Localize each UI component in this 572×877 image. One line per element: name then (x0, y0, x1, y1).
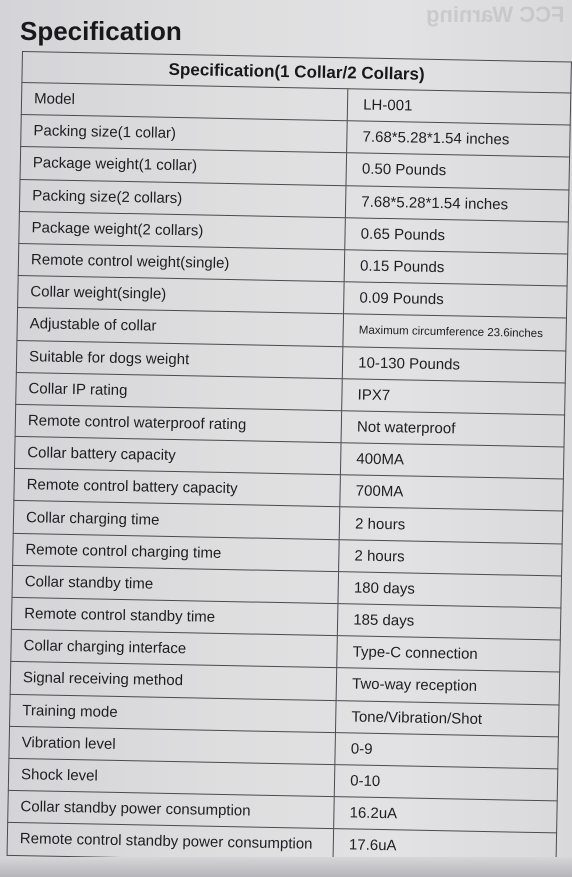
spec-label: Remote control charging time (13, 533, 340, 571)
spec-value: Not waterproof (341, 411, 564, 447)
spec-value: 0.50 Pounds (346, 153, 569, 189)
spec-label: Training mode (10, 694, 337, 732)
page-bottom-shadow (0, 857, 572, 877)
spec-table-container (7, 51, 572, 866)
spec-label: Model (21, 83, 348, 121)
spec-value: 0-10 (334, 765, 557, 801)
spec-label: Collar standby power consumption (8, 790, 335, 828)
spec-label: Collar standby time (12, 565, 339, 603)
spec-label: Packing size(1 collar) (21, 115, 348, 153)
spec-label: Collar battery capacity (14, 437, 341, 475)
spec-value: 16.2uA (334, 797, 557, 833)
spec-value: IPX7 (342, 378, 565, 414)
spec-label: Remote control standby time (11, 597, 338, 635)
spec-value: 7.68*5.28*1.54 inches (346, 185, 569, 221)
spec-value: 185 days (337, 604, 560, 640)
spec-label: Remote control battery capacity (14, 469, 341, 507)
spec-value: Tone/Vibration/Shot (336, 700, 559, 736)
spec-value: 7.68*5.28*1.54 inches (347, 121, 570, 157)
spec-value: 2 hours (339, 539, 562, 575)
spec-value: LH-001 (347, 89, 570, 125)
page-title: Specification (20, 16, 182, 46)
spec-label: Package weight(1 collar) (20, 147, 347, 185)
spec-value: Maximum circumference 23.6inches (343, 314, 566, 350)
spec-value: 10-130 Pounds (342, 346, 565, 382)
spec-label: Shock level (8, 758, 335, 796)
spec-value: 17.6uA (333, 829, 556, 865)
spec-value: Two-way reception (336, 668, 559, 704)
spec-label: Suitable for dogs weight (16, 340, 343, 378)
table-caption: Specification(1 Collar/2 Collars) (22, 52, 571, 94)
spec-label: Vibration level (9, 726, 336, 764)
spec-value: 700MA (340, 475, 563, 511)
spec-label: Remote control waterproof rating (15, 404, 342, 442)
spec-label: Packing size(2 collars) (19, 179, 346, 217)
spec-label: Adjustable of collar (17, 308, 344, 346)
spec-label: Package weight(2 collars) (19, 211, 346, 249)
spec-value: Type-C connection (337, 636, 560, 672)
spec-value: 0-9 (335, 732, 558, 768)
spec-value: 400MA (341, 443, 564, 479)
spec-label: Remote control standby power consumption (7, 823, 334, 861)
spec-value: 2 hours (339, 507, 562, 543)
bleed-through-heading: FCC Warning (425, 2, 564, 27)
spec-label: Collar charging interface (11, 630, 338, 668)
spec-label: Collar charging time (13, 501, 340, 539)
spec-value: 0.09 Pounds (344, 282, 567, 318)
spec-value: 180 days (338, 571, 561, 607)
spec-label: Collar weight(single) (18, 276, 345, 314)
spec-label: Remote control weight(single) (18, 243, 345, 281)
spec-value: 0.15 Pounds (344, 250, 567, 286)
spec-value: 0.65 Pounds (345, 217, 568, 253)
spec-label: Collar IP rating (16, 372, 343, 410)
spec-table (7, 51, 572, 866)
spec-label: Signal receiving method (10, 662, 337, 700)
